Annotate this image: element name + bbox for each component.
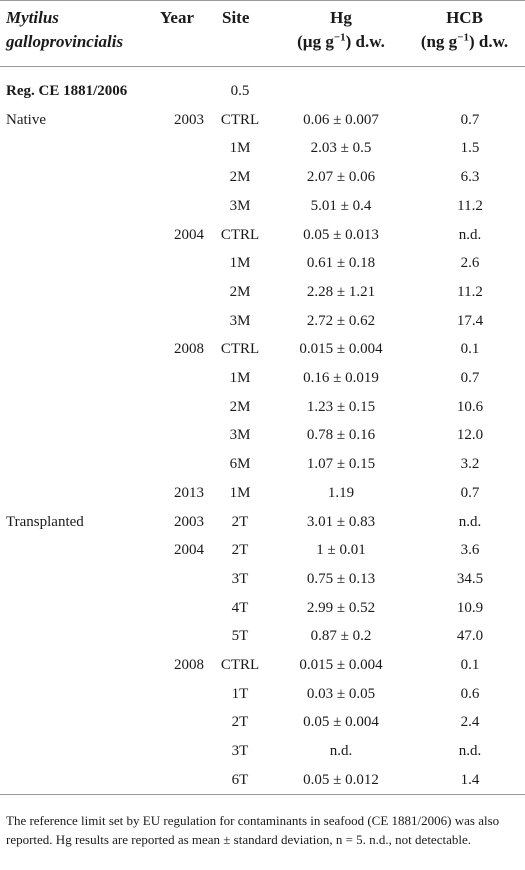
- site-cell: 6M: [229, 456, 251, 473]
- table-row: [0, 163, 525, 192]
- hg-unit: (µg $g^{-1}$) d.w.: [297, 31, 385, 51]
- hg-cell: 1.07 ± 0.15: [306, 456, 376, 473]
- site-cell: 0.5: [230, 83, 250, 99]
- hcb-cell: 0.1: [460, 657, 480, 673]
- table-row: [0, 192, 525, 221]
- site-cell: 1M: [229, 255, 251, 272]
- site-cell: 3M: [229, 312, 251, 329]
- hg-cell: 2.28 ± 1.21: [306, 283, 376, 300]
- hcb-cell: n.d.: [458, 226, 482, 243]
- year-cell: 2008: [174, 657, 204, 673]
- hcb-cell: 1.5: [460, 140, 480, 157]
- site-cell: 3T: [231, 570, 249, 587]
- table-row: [0, 622, 525, 651]
- hcb-cell: 12.0: [456, 427, 484, 444]
- year-cell: 2004: [174, 226, 204, 243]
- site-cell: 3M: [229, 197, 251, 214]
- hcb-cell: 10.6: [456, 398, 484, 415]
- hg-cell: 5.01 ± 0.4: [310, 197, 372, 214]
- site-cell: 2T: [231, 513, 249, 530]
- hcb-cell: 6.3: [460, 169, 480, 186]
- table-row: [0, 450, 525, 479]
- hcb-cell: 17.4: [456, 312, 484, 329]
- hcb-cell: 3.2: [460, 456, 480, 473]
- table-row: [0, 278, 525, 307]
- table-row: [0, 393, 525, 422]
- site-cell: 3T: [231, 743, 249, 760]
- hcb-cell: 2.4: [460, 714, 480, 731]
- site-cell: 2T: [231, 714, 249, 731]
- year-cell: 2004: [174, 542, 204, 559]
- table-row: [0, 737, 525, 766]
- site-cell: 4T: [231, 599, 249, 616]
- table-row: [0, 680, 525, 709]
- table-footnote: The reference limit set by EU regulation for contaminants in seafood (CE 1881/2006) was also reported. Hg results are reported as mean ± standard deviation, n = 5. n.d., not detectable.: [6, 813, 500, 847]
- hg-cell: 0.03 ± 0.05: [306, 685, 376, 702]
- hg-cell: 0.61 ± 0.18: [306, 255, 376, 272]
- site-cell: CTRL: [220, 341, 260, 358]
- site-cell: 2M: [229, 283, 251, 300]
- bottom-rule: [0, 794, 525, 795]
- site-header: Site: [222, 8, 250, 27]
- hg-cell: 0.015 ± 0.004: [299, 341, 383, 358]
- site-cell: 1T: [231, 685, 249, 702]
- site-cell: 5T: [231, 628, 249, 645]
- hg-cell: 0.05 ± 0.004: [303, 714, 379, 731]
- year-cell: 2003: [174, 111, 204, 128]
- table-row: [0, 221, 525, 250]
- site-cell: 2M: [229, 398, 251, 415]
- hg-cell: 2.72 ± 0.62: [306, 312, 376, 329]
- hg-cell: 1.23 ± 0.15: [306, 398, 376, 415]
- hcb-cell: 1.4: [460, 771, 480, 788]
- site-cell: 1M: [229, 484, 251, 501]
- hg-cell: 2.99 ± 0.52: [306, 599, 376, 616]
- site-cell: 2M: [229, 169, 251, 186]
- table-row: [0, 335, 525, 364]
- site-cell: CTRL: [220, 226, 260, 243]
- table-row: [0, 708, 525, 737]
- table-row: [0, 134, 525, 163]
- table-row: [0, 77, 525, 106]
- hg-cell: 0.75 ± 0.13: [306, 570, 376, 587]
- hcb-cell: n.d.: [458, 743, 482, 760]
- table-row: [0, 307, 525, 336]
- table-row: [0, 249, 525, 278]
- site-cell: 6T: [231, 771, 249, 788]
- site-cell: 3M: [229, 427, 251, 444]
- group-cell: Native: [6, 111, 46, 128]
- hcb-cell: 10.9: [456, 599, 484, 616]
- hg-cell: 2.07 ± 0.06: [306, 169, 376, 186]
- table-row: [0, 479, 525, 508]
- table-row: [0, 421, 525, 450]
- table-row: [0, 565, 525, 594]
- year-cell: 2003: [174, 513, 204, 530]
- table-row: [0, 536, 525, 565]
- hcb-cell: 0.7: [460, 370, 480, 386]
- hcb-cell: 2.6: [460, 255, 480, 272]
- hg-cell: 0.78 ± 0.16: [306, 427, 376, 444]
- hcb-cell: 0.1: [460, 341, 480, 358]
- group-cell: Transplanted: [6, 513, 84, 530]
- hcb-cell: n.d.: [458, 513, 482, 530]
- hcb-cell: 11.2: [457, 283, 483, 300]
- table-row: [0, 508, 525, 537]
- site-cell: CTRL: [220, 657, 260, 673]
- hcb-cell: 47.0: [456, 628, 484, 645]
- site-cell: 2T: [231, 542, 249, 559]
- hg-cell: 1 ± 0.01: [316, 542, 366, 559]
- hcb-cell: 34.5: [456, 570, 484, 587]
- table-row: [0, 364, 525, 393]
- hcb-header: HCB (ng $g^{-1}$) d.w.: [404, 6, 525, 54]
- hg-cell: n.d.: [329, 743, 353, 760]
- table-row: [0, 651, 525, 680]
- hg-cell: 0.05 ± 0.013: [303, 226, 379, 243]
- header-rule: [0, 66, 525, 67]
- hg-header: Hg (µg $g^{-1}$) d.w.: [270, 6, 412, 54]
- hcb-cell: 0.6: [460, 685, 480, 702]
- hg-cell: 0.87 ± 0.2: [310, 628, 372, 645]
- hcb-cell: 0.7: [460, 484, 480, 501]
- year-header: Year: [160, 8, 194, 27]
- table-row: [0, 594, 525, 623]
- hcb-cell: 0.7: [460, 111, 480, 128]
- year-cell: 2013: [174, 484, 204, 501]
- top-rule: [0, 0, 525, 1]
- hg-cell: 1.19: [327, 484, 355, 501]
- hg-cell: 2.03 ± 0.5: [310, 140, 372, 157]
- table-row: [0, 766, 525, 795]
- site-cell: CTRL: [220, 111, 260, 128]
- hg-cell: 0.05 ± 0.012: [303, 771, 379, 788]
- site-cell: 1M: [229, 370, 251, 386]
- hg-cell: 0.16 ± 0.019: [303, 370, 379, 386]
- hcb-unit: (ng $g^{-1}$) d.w.: [420, 31, 509, 51]
- hcb-cell: 11.2: [457, 197, 483, 214]
- group-cell: Reg. CE 1881/2006: [6, 83, 128, 99]
- species-header: Mytilus galloprovincialis: [6, 8, 124, 51]
- year-cell: 2008: [174, 341, 204, 358]
- hg-cell: 0.015 ± 0.004: [299, 657, 383, 673]
- hcb-cell: 3.6: [460, 542, 480, 559]
- site-cell: 1M: [229, 140, 251, 157]
- hg-cell: 3.01 ± 0.83: [306, 513, 376, 530]
- hg-cell: 0.06 ± 0.007: [303, 111, 379, 128]
- table-row: [0, 106, 525, 135]
